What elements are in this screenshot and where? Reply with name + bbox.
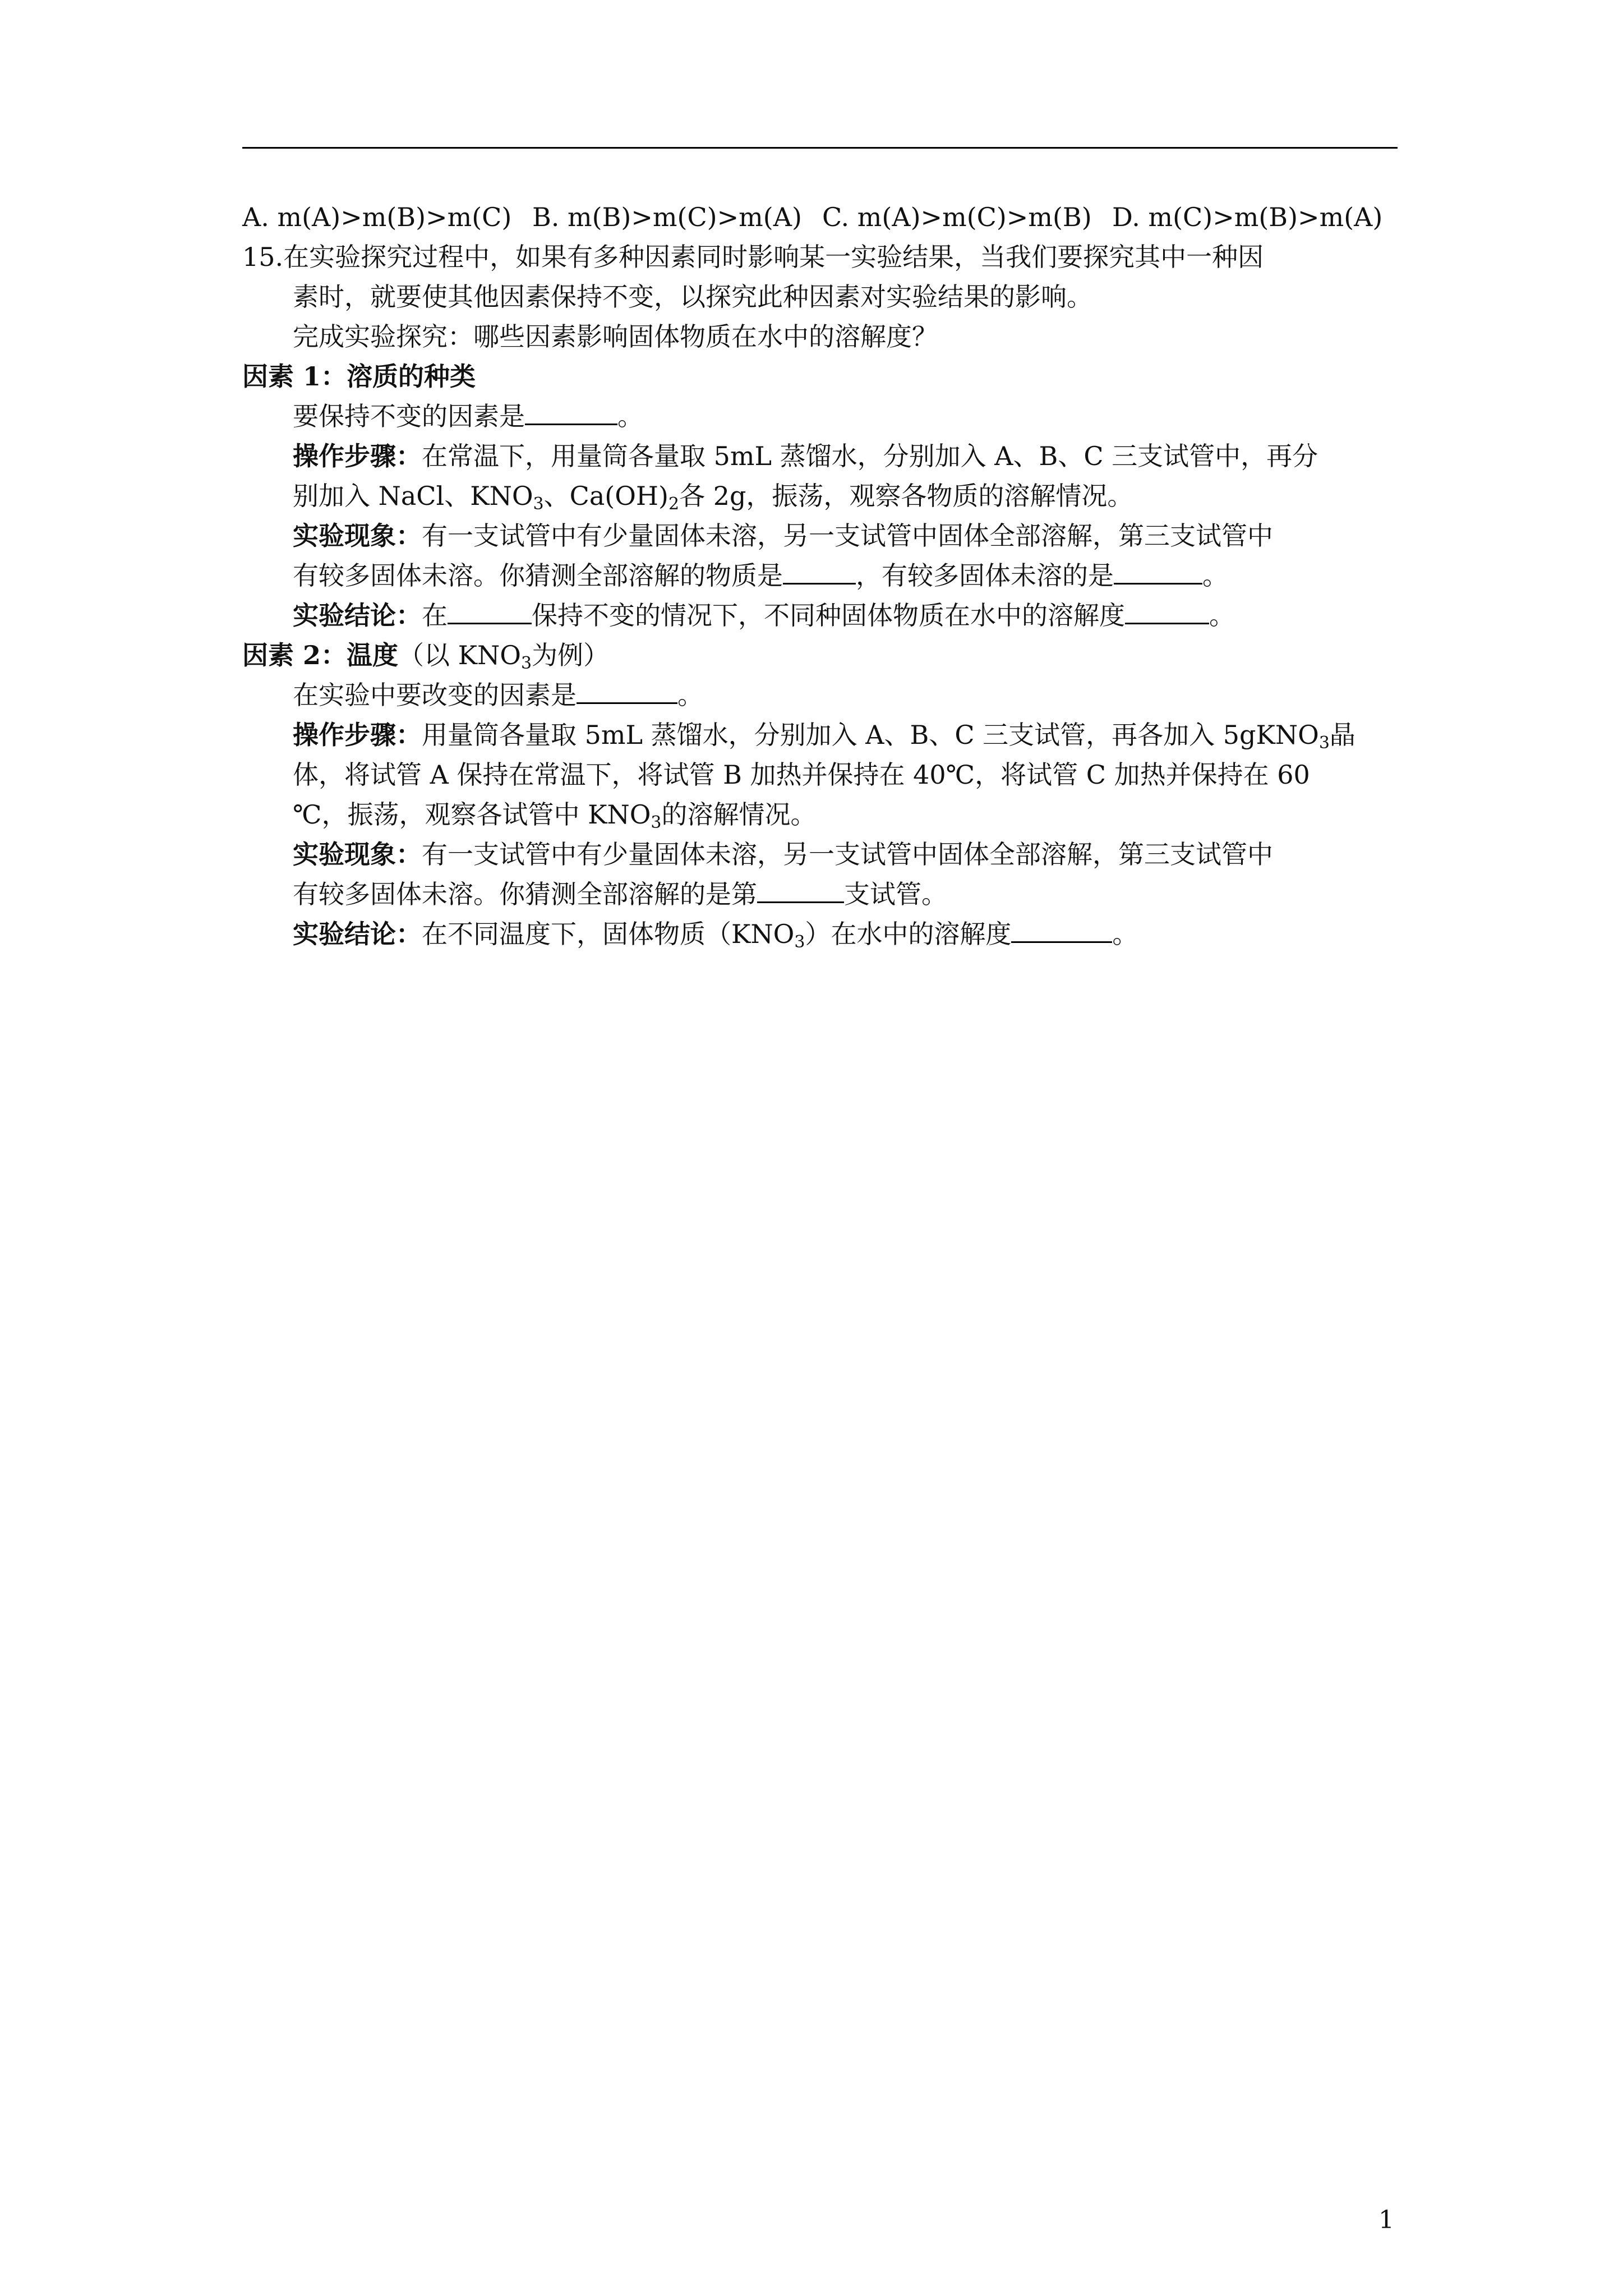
choice-b: B. m(B)>m(C)>m(A) (532, 202, 802, 232)
factor1-steps-line-1: 操作步骤：在常温下，用量筒各量取 5mL 蒸馏水，分别加入 A、B、C 三支试管中，再分 (293, 441, 1318, 471)
phenomenon-label: 实验现象： (293, 521, 422, 551)
factor1-phenomenon-line-2: 有较多固体未溶。你猜测全部溶解的物质是 ，有较多固体未溶的是 。 (293, 560, 1228, 591)
answer-blank[interactable] (525, 401, 617, 425)
choice-a: A. m(A)>m(B)>m(C) (242, 202, 512, 232)
conclusion-label: 实验结论： (293, 600, 422, 631)
factor2-heading: 因素 2：温度（以 $KNO_3$为例） (242, 640, 610, 673)
answer-blank[interactable] (783, 560, 856, 585)
answer-blank[interactable] (757, 879, 844, 903)
answer-blank[interactable] (1125, 600, 1209, 624)
q14-choices (242, 197, 1409, 237)
page-number: 1 (1378, 2206, 1394, 2234)
steps-label: 操作步骤： (293, 720, 422, 750)
answer-blank[interactable] (1114, 560, 1202, 585)
factor1-phenomenon-line-1: 实验现象：有一支试管中有少量固体未溶，另一支试管中固体全部溶解，第三支试管中 (293, 521, 1273, 551)
answer-blank[interactable] (577, 680, 677, 704)
phenomenon-label: 实验现象： (293, 839, 422, 869)
factor2-steps-line-2: 体，将试管 A 保持在常温下，将试管 B 加热并保持在 40℃，将试管 C 加热并保持在 60 (293, 760, 1310, 790)
factor2-steps-line-1: 操作步骤：用量筒各量取 5mL 蒸馏水，分别加入 A、B、C 三支试管，再各加入 5gKNO$_3$晶 (293, 720, 1355, 753)
factor2-conclusion: 实验结论：在不同温度下，固体物质$(KNO_3)$在水中的溶解度 。 (293, 919, 1138, 952)
header-rule (242, 147, 1398, 149)
factor1-steps-line-2: 别加入 NaCl、$KNO_3$、$Ca(OH)_2$各 2g，振荡，观察各物质的溶解情况。 (293, 481, 1133, 514)
factor2-phenomenon-line-2: 有较多固体未溶。你猜测全部溶解的是第 支试管。 (293, 879, 947, 909)
factor1-heading: 因素 1：溶质的种类 (242, 361, 476, 392)
document-body (242, 197, 1409, 954)
conclusion-label: 实验结论： (293, 919, 422, 949)
factor1-conclusion: 实验结论：在 保持不变的情况下，不同种固体物质在水中的溶解度 。 (293, 600, 1235, 631)
factor2-change: 在实验中要改变的因素是 。 (293, 680, 703, 710)
q15-task: 完成实验探究：哪些因素影响固体物质在水中的溶解度？ (293, 321, 938, 352)
question-number: 15. (242, 242, 284, 272)
choice-c: C. m(A)>m(C)>m(B) (822, 202, 1092, 232)
steps-label: 操作步骤： (293, 441, 422, 471)
q15-intro-line-1: 15.在实验探究过程中，如果有多种因素同时影响某一实验结果，当我们要探究其中一种因 (242, 242, 1264, 272)
factor1-constant: 要保持不变的因素是 。 (293, 401, 643, 431)
choice-d: D. m(C)>m(B)>m(A) (1112, 202, 1383, 232)
factor2-phenomenon-line-1: 实验现象：有一支试管中有少量固体未溶，另一支试管中固体全部溶解，第三支试管中 (293, 839, 1273, 869)
answer-blank[interactable] (448, 600, 532, 624)
factor2-steps-line-3: ℃，振荡，观察各试管中 $KNO_3$的溶解情况。 (293, 799, 817, 832)
q15-intro-line-2: 素时，就要使其他因素保持不变，以探究此种因素对实验结果的影响。 (293, 282, 1092, 312)
answer-blank[interactable] (1011, 919, 1112, 943)
